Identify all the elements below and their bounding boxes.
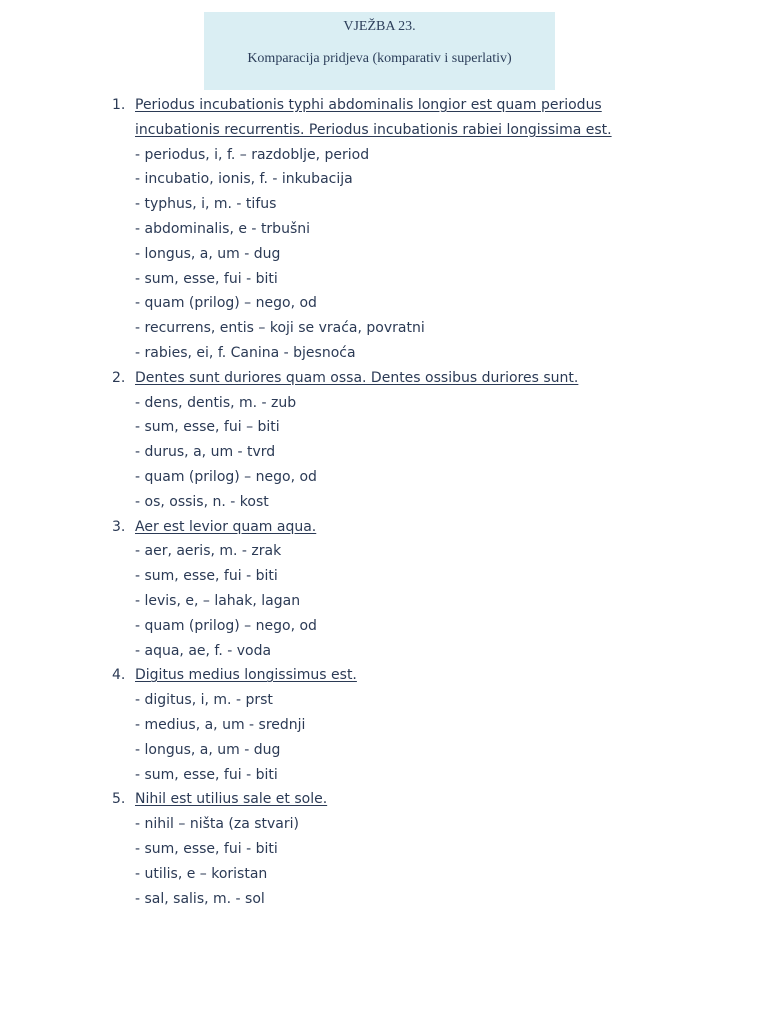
vocab-entry: - sum, esse, fui – biti — [135, 419, 280, 436]
exercise-item — [0, 366, 768, 515]
vocab-list — [0, 812, 768, 911]
exercise-header — [204, 12, 555, 90]
exercise-item — [0, 93, 768, 366]
exercise-item — [0, 787, 768, 911]
exercise-item-head — [0, 787, 768, 812]
vocab-entry: - quam (prilog) – nego, od — [135, 468, 317, 485]
vocab-entry: - quam (prilog) – nego, od — [135, 617, 317, 634]
exercise-item-head — [0, 366, 768, 391]
vocab-entry: - dens, dentis, m. - zub — [135, 394, 297, 411]
vocab-entry: - sum, esse, fui - biti — [135, 840, 278, 857]
latin-sentence: Nihil est utilius sale et sole. — [135, 791, 328, 808]
latin-sentence: Aer est levior quam aqua. — [135, 518, 317, 535]
vocab-entry: - digitus, i, m. - prst — [135, 692, 273, 709]
latin-sentence: Dentes sunt duriores quam ossa. Dentes ossibus duriores sunt. — [135, 369, 579, 386]
vocab-entry: - recurrens, entis – koji se vraća, povratni — [135, 320, 425, 337]
vocab-list — [0, 143, 768, 366]
vocab-entry: - sum, esse, fui - biti — [135, 766, 278, 783]
exercise-item-head — [0, 515, 768, 540]
exercise-title: VJEŽBA 23. — [343, 19, 416, 34]
vocab-entry: - nihil – ništa (za stvari) — [135, 816, 299, 833]
vocab-entry: - rabies, ei, f. Canina - bjesnoća — [135, 344, 356, 361]
vocab-entry: - medius, a, um - srednji — [135, 716, 306, 733]
vocab-entry: - periodus, i, f. – razdoblje, period — [135, 146, 370, 163]
vocab-entry: - quam (prilog) – nego, od — [135, 295, 317, 312]
exercise-item — [0, 663, 768, 787]
vocab-list — [0, 391, 768, 515]
vocab-list — [0, 539, 768, 663]
exercise-list — [0, 93, 768, 911]
item-number: 1. — [112, 97, 126, 113]
item-number: 5. — [112, 791, 126, 808]
vocab-entry: - longus, a, um - dug — [135, 245, 281, 262]
vocab-entry: - levis, e, – lahak, lagan — [135, 592, 301, 609]
vocab-entry: - sum, esse, fui - biti — [135, 568, 278, 585]
exercise-item-head — [0, 93, 768, 143]
vocab-entry: - abdominalis, e - trbušni — [135, 220, 310, 237]
exercise-item-head — [0, 663, 768, 688]
vocab-entry: - typhus, i, m. - tifus — [135, 196, 277, 213]
item-number: 4. — [112, 667, 126, 684]
vocab-entry: - sum, esse, fui - biti — [135, 270, 278, 287]
vocab-entry: - durus, a, um - tvrd — [135, 444, 276, 461]
exercise-subtitle: Komparacija pridjeva (komparativ i superlativ) — [247, 51, 512, 66]
vocab-entry: - utilis, e – koristan — [135, 865, 268, 882]
vocab-entry: - incubatio, ionis, f. - inkubacija — [135, 171, 353, 188]
vocab-entry: - sal, salis, m. - sol — [135, 890, 265, 907]
vocab-entry: - aqua, ae, f. - voda — [135, 642, 272, 659]
vocab-list — [0, 688, 768, 787]
exercise-item — [0, 515, 768, 664]
latin-sentence: Digitus medius longissimus est. — [135, 667, 357, 684]
latin-sentence: Periodus incubationis typhi abdominalis longior est quam periodus incubationis recurrentis. Periodus incubationis rabiei longissima est. — [135, 97, 612, 138]
item-number: 3. — [112, 518, 126, 535]
vocab-entry: - longus, a, um - dug — [135, 741, 281, 758]
vocab-entry: - os, ossis, n. - kost — [135, 493, 269, 510]
item-number: 2. — [112, 369, 126, 386]
vocab-entry: - aer, aeris, m. - zrak — [135, 543, 282, 560]
